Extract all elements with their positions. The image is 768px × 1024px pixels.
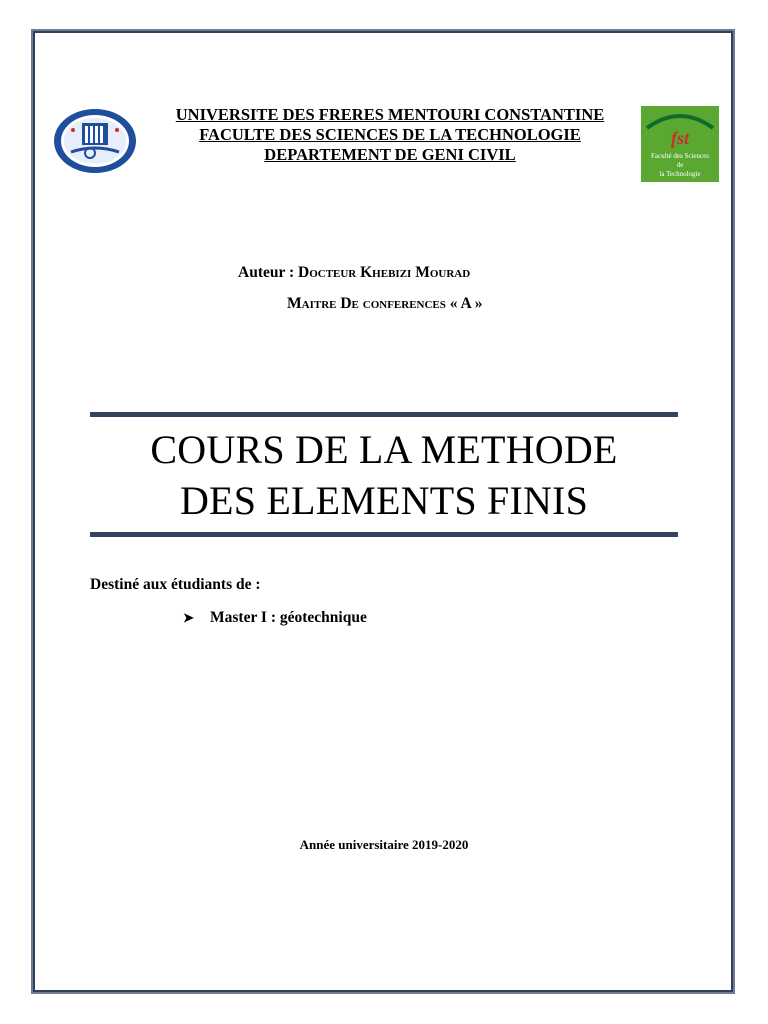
title-line-2: DES ELEMENTS FINIS [179,478,589,523]
logo-caption-3: la Technologie [659,170,701,178]
faculty-name: FACULTE DES SCIENCES DE LA TECHNOLOGIE [199,125,581,144]
department-name: DEPARTEMENT DE GENI CIVIL [264,145,516,164]
course-title-block [90,412,678,539]
logo-caption-2: de [676,161,684,169]
course-title [90,424,678,526]
rank-grade: « A » [449,295,483,312]
logo-caption-1: Faculté des Sciences [651,152,709,160]
fst-logo-text: fst [671,128,689,148]
audience-label: Destiné aux étudiants de : [90,576,261,593]
title-bottom-rule [90,532,678,537]
audience-item-text: Master I : géotechnique [210,609,367,626]
university-seal-icon [53,108,137,174]
rank-prefix: Maitre De conferences [287,295,446,312]
academic-year: Année universitaire 2019-2020 [299,837,469,852]
title-top-rule [90,412,678,417]
institution-header [145,105,635,165]
arrowhead-bullet-icon: ➤ [183,610,194,625]
author-label: Auteur : [238,264,298,281]
faculty-logo-icon [641,106,719,182]
university-name: UNIVERSITE DES FRERES MENTOURI CONSTANTINE [175,105,605,124]
author-name: Docteur Khebizi Mourad [298,264,471,281]
list-item [183,609,367,627]
author-rank [287,295,483,313]
author-line [238,264,470,282]
title-line-1: COURS DE LA METHODE [150,427,618,472]
